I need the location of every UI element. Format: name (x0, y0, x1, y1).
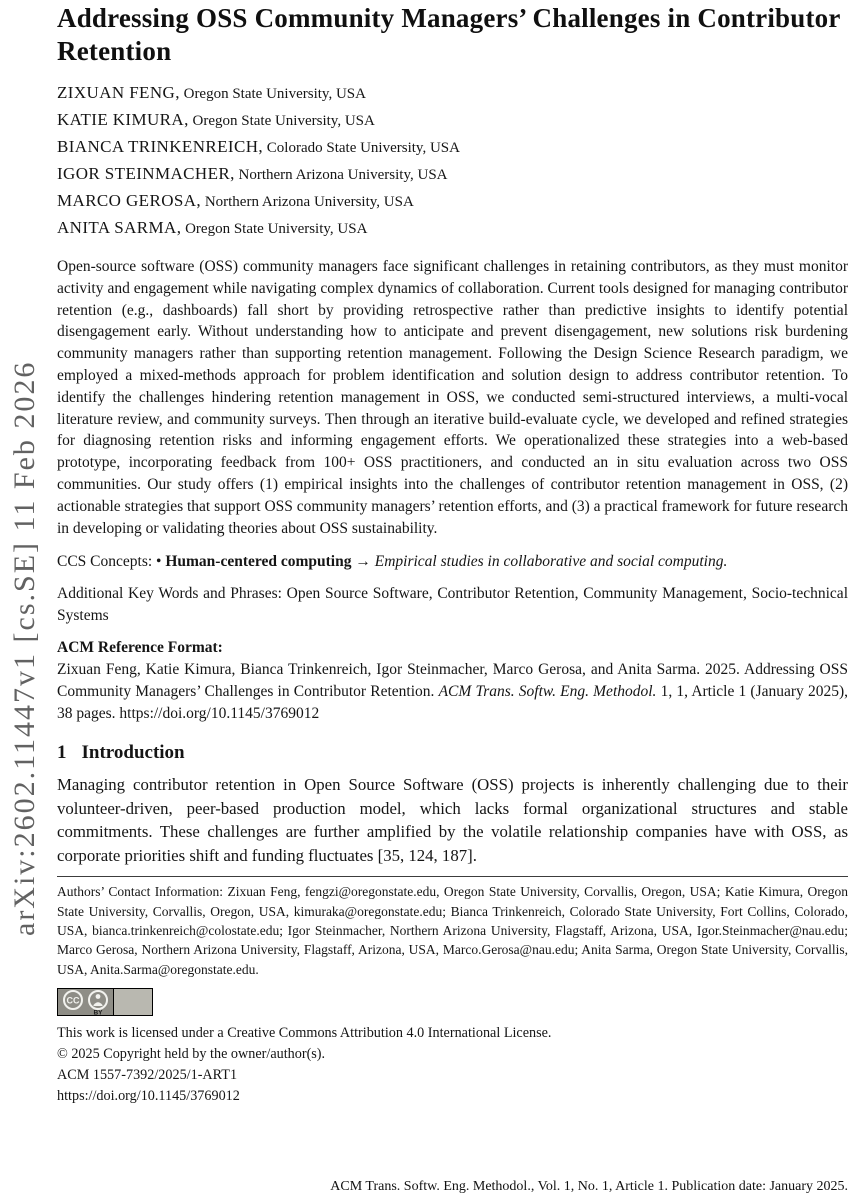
author-affiliation: Oregon State University, USA (179, 86, 366, 102)
section-number: 1 (57, 742, 67, 764)
author-list (57, 80, 848, 242)
acm-reference-text (57, 659, 848, 725)
ccs-category: Human-centered computing (165, 553, 352, 571)
section-1-heading (57, 741, 848, 765)
author-affiliation: Oregon State University, USA (188, 113, 375, 129)
paper-page (57, 0, 848, 1107)
author-line (57, 215, 848, 242)
paper-title: Addressing OSS Community Managers’ Challenges in Contributor Retention (57, 3, 841, 66)
introduction-paragraph: Managing contributor retention in Open Source Software (OSS) projects is inherently challenging due to their volunteer-driven, peer-based production model, which lacks formal organizational structures and stable commitments. These challenges are further amplified by the volatile relationship companies have with OSS, as corporate priorities shift and funding fluctuates [35, 124, 187]. (57, 775, 848, 865)
author-affiliation: Colorado State University, USA (263, 140, 460, 156)
author-name: ZIXUAN FENG, (57, 83, 180, 102)
ccs-label: CCS Concepts: • (57, 553, 166, 571)
ccs-concepts (57, 551, 848, 573)
author-line (57, 161, 848, 188)
running-footer: ACM Trans. Softw. Eng. Methodol., Vol. 1, No. 1, Article 1. Publication date: January 2025. (330, 1179, 848, 1194)
author-name: IGOR STEINMACHER, (57, 164, 235, 183)
acm-reference-heading: ACM Reference Format: (57, 639, 223, 657)
license-block (57, 1023, 848, 1107)
copyright-line: © 2025 Copyright held by the owner/author(s). (57, 1045, 326, 1062)
author-name: MARCO GEROSA, (57, 191, 202, 210)
svg-text:CC: CC (66, 995, 80, 1006)
doi-link[interactable]: https://doi.org/10.1145/3769012 (119, 705, 320, 723)
license-statement[interactable]: This work is licensed under a Creative Commons Attribution 4.0 International License. (57, 1024, 552, 1041)
acm-reference-details: 1, 1, Article 1 (January 2025), 38 pages. (57, 683, 848, 723)
cc-by-license-badge[interactable] (57, 988, 153, 1016)
doi-line (57, 1086, 848, 1107)
acm-issn-line: ACM 1557-7392/2025/1-ART1 (57, 1066, 238, 1083)
by-label: BY (93, 1009, 103, 1016)
author-name: ANITA SARMA, (57, 218, 182, 237)
arxiv-watermark: arXiv:2602.11447v1 [cs.SE] 11 Feb 2026 (8, 360, 41, 936)
author-affiliation: Northern Arizona University, USA (234, 167, 448, 183)
ccs-arrow: → (351, 553, 375, 571)
section-title: Introduction (81, 742, 185, 764)
author-line (57, 188, 848, 215)
keywords-text: Additional Key Words and Phrases: Open Source Software, Contributor Retention, Community Management, Socio-technical Systems (57, 585, 848, 625)
abstract-text: Open-source software (OSS) community managers face significant challenges in retaining contributors, as they must monitor activity and engagement while navigating complex dynamics of collaboration. Current tools designed for managing contributor retention (e.g., dashboards) fall short by providing retrospective rather than predictive insights to identify potential disengagement early. Without understanding how to anticipate and prevent disengagement, new solutions risk burdening community managers rather than supporting retention management. Following the Design Science Research paradigm, we employed a mixed-methods approach for problem identification and solution design to address contributor retention. To identify the challenges hindering retention management in OSS, we conducted semi-structured interviews, a multi-vocal literature review, and community surveys. Then through an iterative build-evaluate cycle, we developed and refined strategies for diagnosing retention risks and informing engagement efforts. We operationalized these strategies into a web-based prototype, incorporating feedback from 100+ OSS practitioners, and conducted an in situ evaluation across two OSS communities. Our study offers (1) empirical insights into the challenges of contributor retention management in OSS, (2) actionable strategies that support OSS community managers’ retention efforts, and (3) a practical framework for future research in developing or validating theories about OSS sustainability. (57, 258, 848, 537)
footnote-rule (57, 876, 848, 877)
doi-footer-link[interactable]: https://doi.org/10.1145/3769012 (57, 1087, 240, 1104)
author-line (57, 134, 848, 161)
acm-reference-citation: Zixuan Feng, Katie Kimura, Bianca Trinkenreich, Igor Steinmacher, Marco Gerosa, and Anita Sarma. 2025. Addressing OSS Community Managers’ Challenges in Contributor Retention. (57, 661, 848, 701)
acm-reference-journal: ACM Trans. Softw. Eng. Methodol. (438, 683, 657, 701)
author-name: BIANCA TRINKENREICH, (57, 137, 264, 156)
author-affiliation: Northern Arizona University, USA (201, 194, 414, 210)
authors-contact-footnote: Authors’ Contact Information: Zixuan Feng, fengzi@oregonstate.edu, Oregon State University, Corvallis, Oregon, USA; Katie Kimura, Oregon State University, Corvallis, Oregon, USA, kimuraka@oregonstate.edu; Bianca Trinkenreich, Colorado State University, Fort Collins, Colorado, USA, bianca.trinkenreich@colostate.edu; Igor Steinmacher, Northern Arizona University, Flagstaff, Arizona, USA, Igor.Steinmacher@nau.edu; Marco Gerosa, Northern Arizona University, Flagstaff, Arizona, USA, Marco.Gerosa@nau.edu; Anita Sarma, Oregon State University, Corvallis, USA, Anita.Sarma@oregonstate.edu. (57, 884, 848, 977)
author-line (57, 107, 848, 134)
author-affiliation: Oregon State University, USA (181, 221, 368, 237)
ccs-subcategory: Empirical studies in collaborative and social computing. (374, 553, 728, 571)
author-name: KATIE KIMURA, (57, 110, 189, 129)
author-line (57, 80, 848, 107)
